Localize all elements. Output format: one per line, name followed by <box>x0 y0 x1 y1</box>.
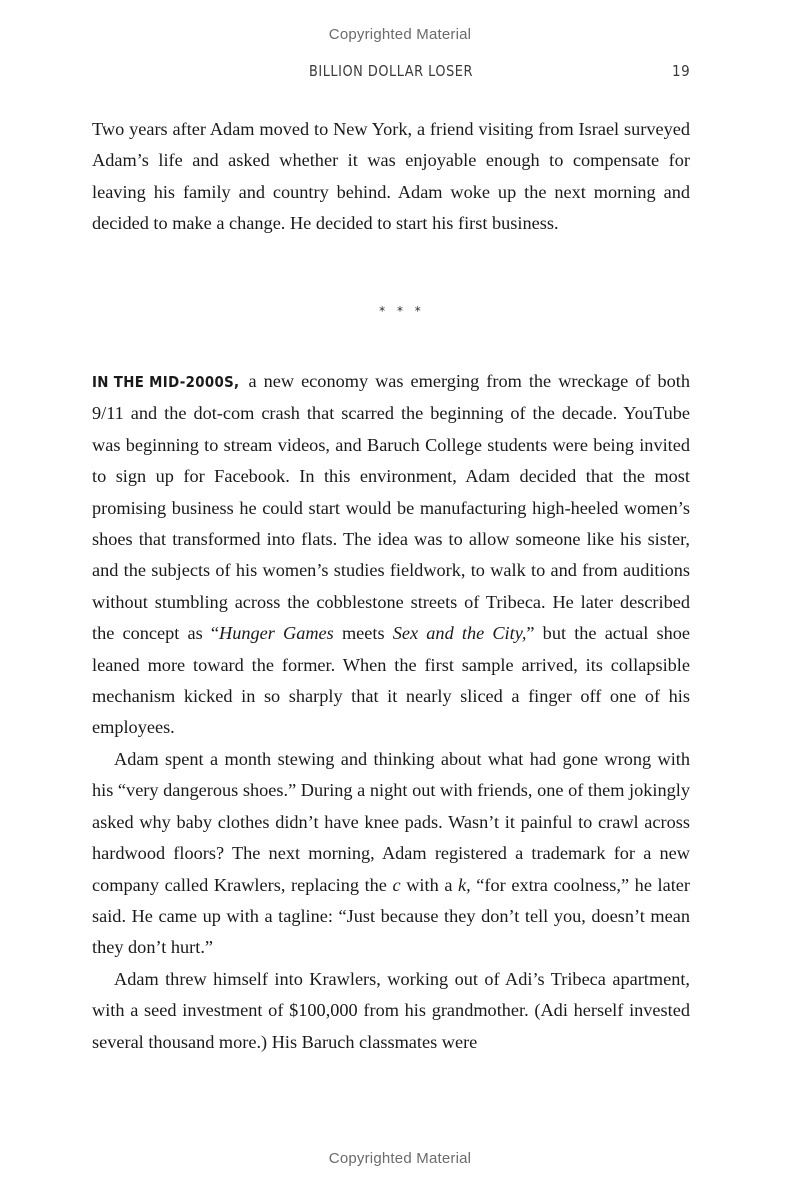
section-break-ornament: * * * <box>379 304 421 318</box>
italic-title: Sex and the City, <box>392 623 527 644</box>
italic-title: Hunger Games <box>219 623 334 644</box>
copyright-notice-top: Copyrighted Material <box>328 26 472 43</box>
italic-letter: c <box>392 874 401 895</box>
page-number: 19 <box>671 62 690 80</box>
paragraph-text: ” but the actual shoe leaned more toward the former. When the first sample arrived, its collapsible mechanism kicked in so sharply that it nearly sliced a finger off one of his employees. <box>92 623 690 738</box>
running-head <box>92 62 690 84</box>
paragraph: Two years after Adam moved to New York, a friend visiting from Israel surveyed Adam’s life and asked whether it was enjoyable enough to compensate for leaving his family and country behind. Adam woke up the next morning and decided to make a change. He decided to start his first business. <box>92 119 690 234</box>
paragraph <box>92 744 690 964</box>
paragraph-text: meets <box>333 623 393 644</box>
paragraph-text: “for extra coolness,” he later said. He came up with a tagline: “Just because they don’t tell you, doesn’t mean they don’t hurt.” <box>92 874 690 958</box>
paragraph-text: with a <box>400 874 459 895</box>
body-text-main <box>92 366 690 1058</box>
copyright-notice-bottom: Copyrighted Material <box>328 1150 472 1167</box>
body-text-top <box>92 114 690 240</box>
running-title: BILLION DOLLAR LOSER <box>309 62 473 80</box>
section-opening-paragraph <box>92 366 690 744</box>
paragraph-text: Adam spent a month stewing and thinking about what had gone wrong with his “very dangerous shoes.” During a night out with friends, one of them jokingly asked why baby clothes didn’t have knee pads. Wasn’t it painful to crawl across hardwood floors? The next morning, Adam registered a trademark for a new company called Krawlers, replacing the <box>92 748 690 895</box>
italic-letter: k, <box>458 874 471 895</box>
paragraph-text: a new economy was emerging from the wreckage of both 9/11 and the dot-com crash that scarred the beginning of the decade. YouTube was beginning to stream videos, and Baruch College students were being invited to sign up for Facebook. In this environment, Adam decided that the most promising business he could start would be manufacturing high-heeled women’s shoes that transformed into flats. The idea was to allow someone like his sister, and the subjects of his women’s studies fieldwork, to walk to and from auditions without stumbling across the cobblestone streets of Tribeca. He later described the concept as “ <box>92 371 690 644</box>
paragraph: Adam threw himself into Krawlers, working out of Adi’s Tribeca apartment, with a seed investment of $100,000 from his grandmother. (Adi herself invested several thousand more.) His Baruch classmates were <box>92 968 690 1052</box>
section-lead-in: IN THE MID-2000S, <box>92 373 240 391</box>
